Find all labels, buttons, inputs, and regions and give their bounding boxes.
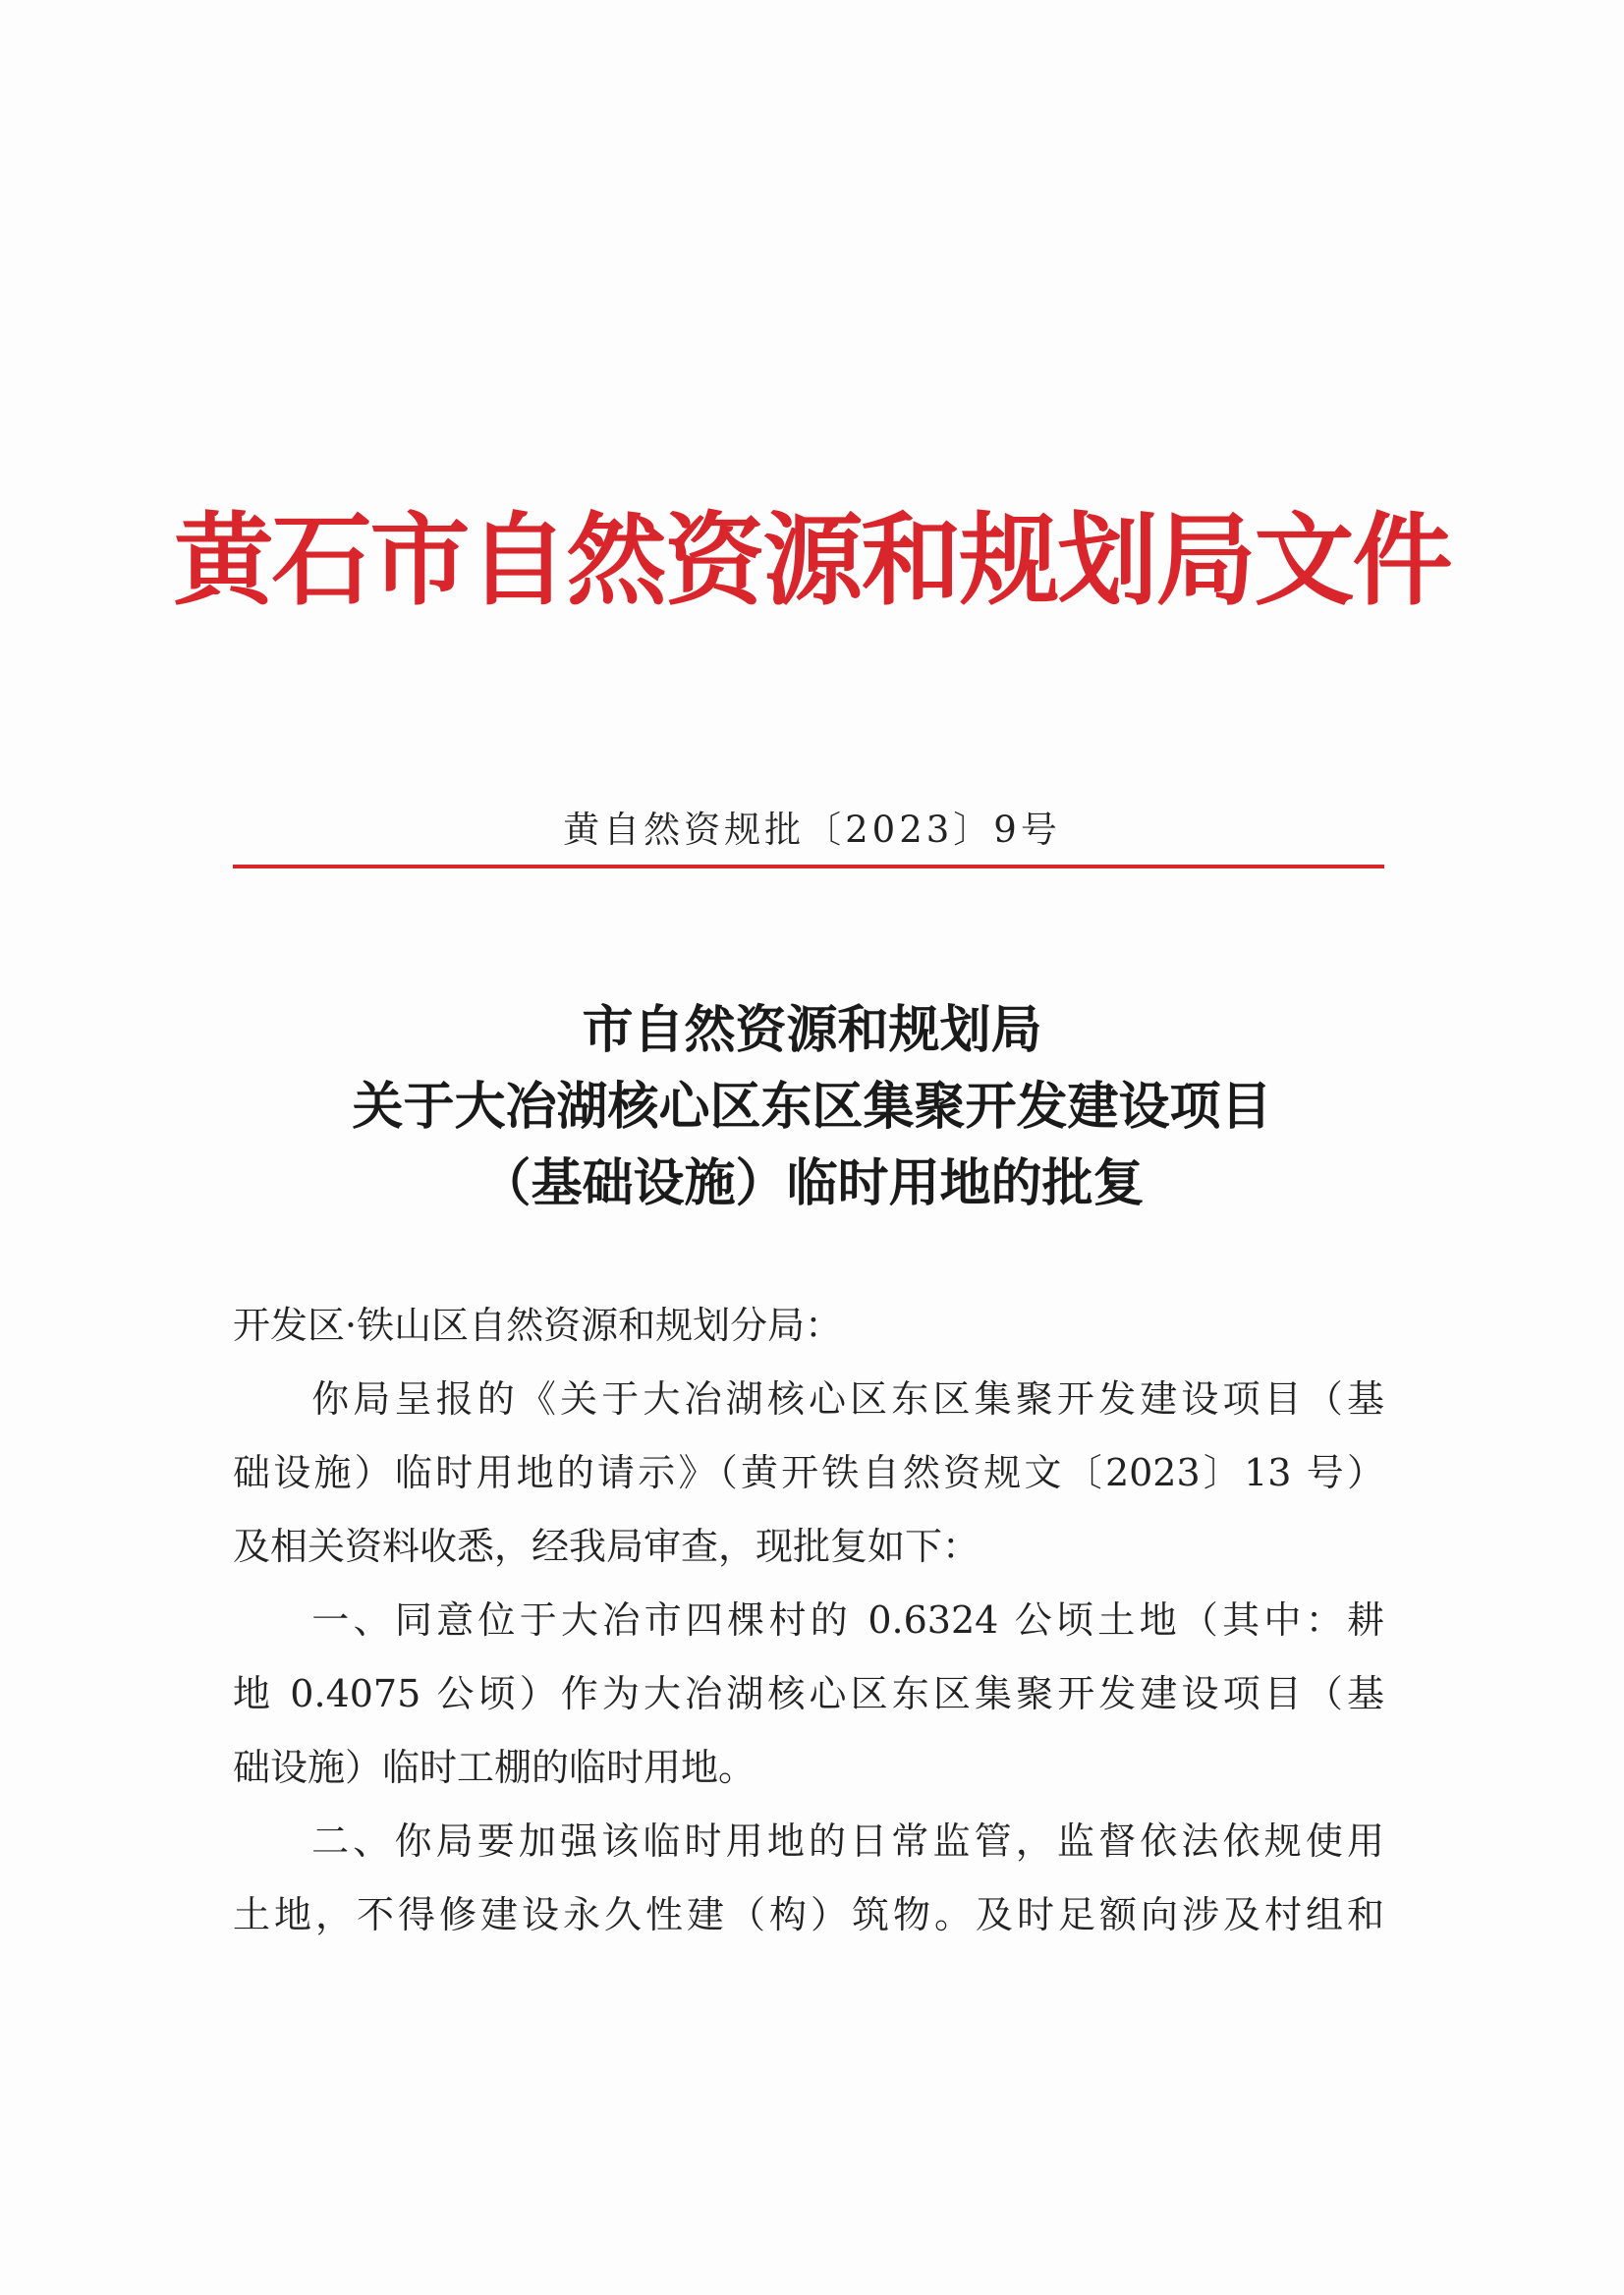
paragraph-1-line-3: 及相关资料收悉，经我局审查，现批复如下：	[233, 1525, 980, 1568]
document-title	[0, 992, 1624, 1222]
paragraph-3-line-2: 土地，不得修建设永久性建（构）筑物。及时足额向涉及村组和	[233, 1893, 1384, 1936]
document-body	[233, 1289, 1384, 1952]
paragraph-1-line-1: 你局呈报的《关于大冶湖核心区东区集聚开发建设项目（基	[308, 1377, 1384, 1421]
agency-red-header: 黄石市自然资源和规划局文件	[173, 502, 1451, 620]
paragraph-2-line-2: 地 0.4075 公顷）作为大冶湖核心区东区集聚开发建设项目（基	[233, 1672, 1384, 1715]
paragraph-2-line-1: 一、同意位于大冶市四棵村的 0.6324 公顷土地（其中：耕	[308, 1598, 1384, 1642]
title-line-3: （基础设施）临时用地的批复	[479, 1153, 1145, 1213]
red-divider-line	[233, 865, 1384, 868]
title-line-1: 市自然资源和规划局	[582, 1000, 1042, 1060]
document-number: 黄自然资规批〔2023〕9号	[563, 809, 1061, 851]
salutation: 开发区·铁山区自然资源和规划分局：	[233, 1304, 843, 1347]
paragraph-1-line-2: 础设施）临时用地的请示》（黄开铁自然资规文〔2023〕13 号）	[233, 1451, 1384, 1494]
paragraph-3-line-1: 二、你局要加强该临时用地的日常监管，监督依法依规使用	[308, 1819, 1384, 1863]
paragraph-2-line-3: 础设施）临时工棚的临时用地。	[233, 1746, 756, 1789]
title-line-2: 关于大冶湖核心区东区集聚开发建设项目	[352, 1077, 1272, 1137]
